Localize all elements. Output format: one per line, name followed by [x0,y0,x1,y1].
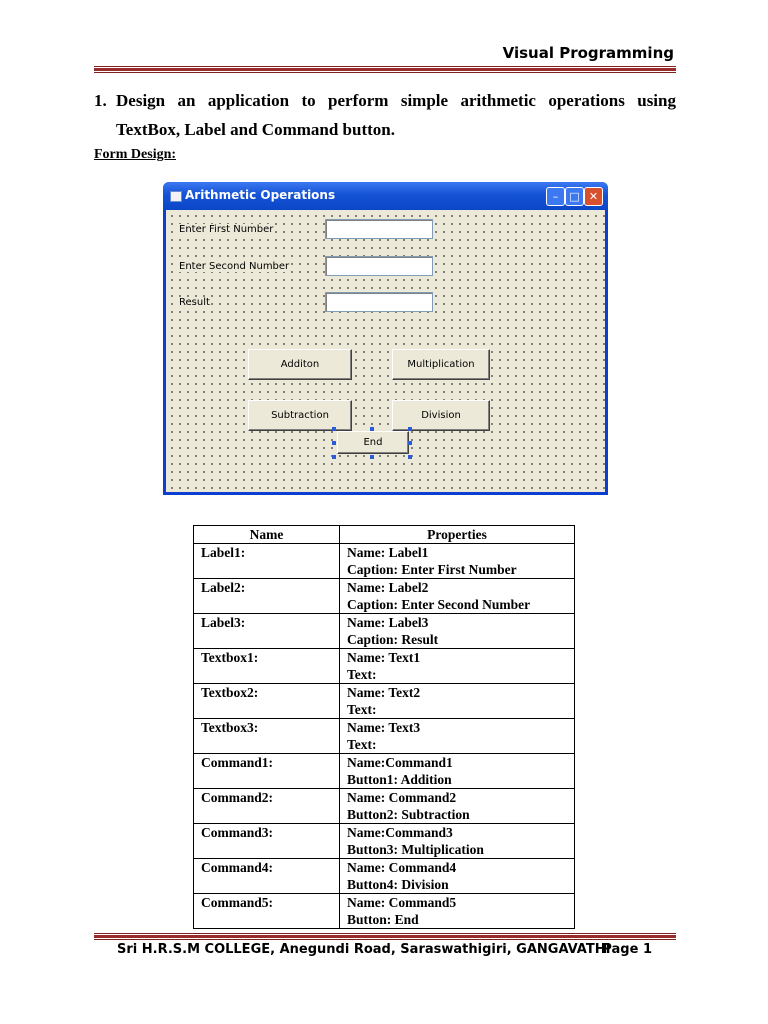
row-name: Textbox2: [194,684,340,719]
property-line: Name: Label1 [347,545,429,560]
property-line: Button: End [347,912,419,927]
label-second-number: Enter Second Number [179,261,290,272]
section-label: Form Design: [94,147,177,162]
property-line: Button1: Addition [347,772,452,787]
property-line: Text: [347,667,377,682]
row-properties [340,789,575,824]
property-line: Name: Label3 [347,615,429,630]
table-row [194,544,575,579]
property-line: Name:Command1 [347,755,453,770]
property-line: Text: [347,737,377,752]
selection-handle[interactable] [408,427,412,431]
table-header-row [194,526,575,544]
property-line: Name:Command3 [347,825,453,840]
row-properties [340,754,575,789]
end-button[interactable]: End [337,431,409,454]
table-row [194,719,575,754]
window-title: Arithmetic Operations [185,188,336,202]
close-icon[interactable]: ✕ [584,187,603,206]
question-number: 1. [94,91,107,110]
table-row [194,614,575,649]
selection-handle[interactable] [332,455,336,459]
textbox-first-number[interactable] [325,219,433,239]
column-header-properties: Properties [340,526,575,544]
footer-rule [94,933,676,940]
label-first-number: Enter First Number [179,224,274,235]
property-line: Name: Text1 [347,650,421,665]
footer [117,942,652,957]
table-row [194,789,575,824]
row-name: Command3: [194,824,340,859]
row-properties [340,684,575,719]
property-line: Name: Text2 [347,685,421,700]
table-row [194,579,575,614]
selection-handle[interactable] [370,427,374,431]
property-line: Name: Command5 [347,895,457,910]
row-name: Textbox3: [194,719,340,754]
question [94,86,676,144]
maximize-icon[interactable]: □ [565,187,584,206]
table-row [194,754,575,789]
form-client-area [166,210,605,492]
property-line: Text: [347,702,377,717]
addition-button[interactable]: Additon [248,349,352,380]
property-line: Caption: Result [347,632,439,647]
subtraction-button[interactable]: Subtraction [248,400,352,431]
row-name: Label3: [194,614,340,649]
app-icon [170,191,182,202]
header-title: Visual Programming [502,44,674,62]
row-name: Command4: [194,859,340,894]
row-name: Command5: [194,894,340,929]
textbox-result[interactable] [325,292,433,312]
table-row [194,649,575,684]
header-rule [94,66,676,73]
question-text: Design an application to perform simple arithmetic operations using TextBox, Label and Command button. [116,91,676,139]
window-titlebar[interactable] [163,182,608,210]
division-button[interactable]: Division [392,400,490,431]
row-name: Label2: [194,579,340,614]
page-number: Page 1 [602,942,652,957]
selection-handle[interactable] [408,441,412,445]
property-line: Button2: Subtraction [347,807,470,822]
selection-handle[interactable] [408,455,412,459]
table-row [194,859,575,894]
form-window [163,182,608,495]
table-row [194,894,575,929]
column-header-name: Name [194,526,340,544]
row-name: Label1: [194,544,340,579]
row-properties [340,894,575,929]
multiplication-button[interactable]: Multiplication [392,349,490,380]
row-properties [340,719,575,754]
row-properties [340,649,575,684]
property-line: Name: Command2 [347,790,457,805]
table-row [194,684,575,719]
row-properties [340,544,575,579]
textbox-second-number[interactable] [325,256,433,276]
label-result: Result [179,297,210,308]
minimize-icon[interactable]: – [546,187,565,206]
row-properties [340,579,575,614]
property-line: Caption: Enter Second Number [347,597,531,612]
row-properties [340,824,575,859]
row-name: Textbox1: [194,649,340,684]
property-line: Button3: Multiplication [347,842,484,857]
row-properties [340,614,575,649]
selection-handle[interactable] [332,427,336,431]
property-line: Button4: Division [347,877,449,892]
property-line: Name: Command4 [347,860,457,875]
properties-table [193,525,575,929]
table-row [194,824,575,859]
selection-handle[interactable] [370,455,374,459]
footer-college: Sri H.R.S.M COLLEGE, Anegundi Road, Saraswathigiri, GANGAVATHI [117,942,611,957]
property-line: Name: Text3 [347,720,421,735]
property-line: Name: Label2 [347,580,429,595]
row-properties [340,859,575,894]
row-name: Command2: [194,789,340,824]
selection-handle[interactable] [332,441,336,445]
property-line: Caption: Enter First Number [347,562,517,577]
row-name: Command1: [194,754,340,789]
